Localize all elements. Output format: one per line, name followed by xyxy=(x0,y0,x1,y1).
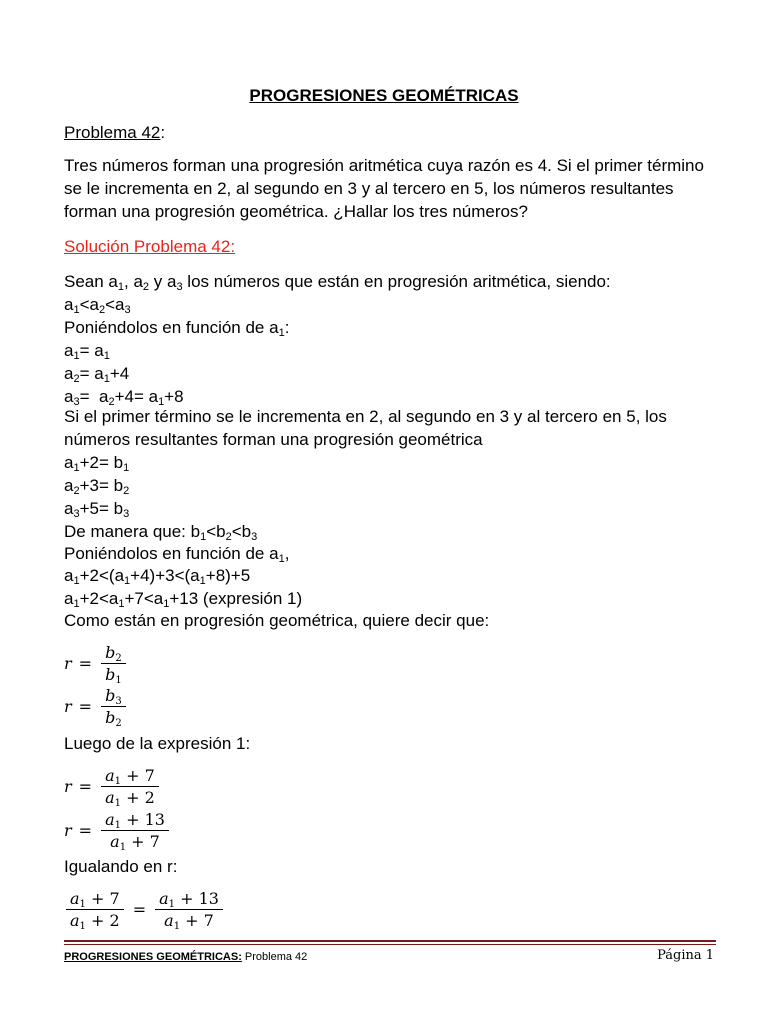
equals-sign: = xyxy=(78,777,93,796)
denominator: $a_1 + 7$ xyxy=(164,911,214,932)
denominator: $a_1 + 2$ xyxy=(70,911,120,932)
equation-r-b2-b1 xyxy=(64,642,128,685)
var-r: r xyxy=(64,697,72,716)
fraction xyxy=(101,642,126,685)
numerator: $a_1 + 7$ xyxy=(101,765,159,787)
numerator: $a_1 + 7$ xyxy=(66,888,124,910)
page-title: PROGRESIONES GEOMÉTRICAS xyxy=(249,86,519,105)
text-line: Poniéndolos en función de $a_1$, xyxy=(64,544,290,565)
fraction xyxy=(101,685,126,728)
denominator: $a_1 + 2$ xyxy=(105,788,155,809)
equals-sign: = xyxy=(132,900,147,919)
footer-title-bold: PROGRESIONES GEOMÉTRICAS: xyxy=(64,951,242,963)
text-line: De manera que: $b_1<b_2<b_3$ xyxy=(64,522,258,543)
var-r: r xyxy=(64,821,72,840)
text-line: Como están en progresión geométrica, quiere decir que: xyxy=(64,611,490,630)
text-line: Luego de la expresión 1: xyxy=(64,734,251,753)
text-line: $a_1+2= b_1$ xyxy=(64,453,130,474)
var-r: r xyxy=(64,654,72,673)
text-line: $a_2+3= b_2$ xyxy=(64,476,130,497)
fraction xyxy=(155,888,223,931)
problem-heading xyxy=(64,121,165,144)
footer-title xyxy=(64,951,307,963)
text-line: Sean $a_1$, $a_2$ y $a_3$ los números que están en progresión aritmética, siendo: xyxy=(64,272,611,293)
text-line: $a_2= a_1+4$ xyxy=(64,364,130,385)
equals-sign: = xyxy=(78,697,93,716)
equals-sign: = xyxy=(78,654,93,673)
denominator: $b_1$ xyxy=(105,665,122,686)
text-line: $a_3+5= b_3$ xyxy=(64,499,130,520)
equals-sign: = xyxy=(78,821,93,840)
text-line: $a_1= a_1$ xyxy=(64,341,110,362)
var-r: r xyxy=(64,777,72,796)
denominator: $a_1 + 7$ xyxy=(110,832,160,853)
page-number: Página 1 xyxy=(657,948,714,963)
solution-heading: Solución Problema 42: xyxy=(64,237,236,256)
denominator: $b_2$ xyxy=(105,708,122,729)
problem-statement: Tres números forman una progresión aritmética cuya razón es 4. Si el primer término se le incrementa en 2, al segundo en 3 y al tercero en 5, los números resultantes forman una progresión geométrica. ¿Hallar los tres números? xyxy=(64,156,704,221)
equation-r-expr-2 xyxy=(64,809,171,852)
text-line: Igualando en r: xyxy=(64,857,178,876)
text-line: Poniéndolos en función de $a_1$: xyxy=(64,318,290,339)
text-line: $a_3= a_2+4= a_1+8$ xyxy=(64,387,184,408)
footer-divider xyxy=(64,940,716,942)
text-paragraph: Si el primer término se le incrementa en 2, al segundo en 3 y al tercero en 5, los números resultantes forman una progresión geométrica xyxy=(64,407,667,449)
equation-equalize-r xyxy=(64,888,225,931)
text-line: $a_1+2<(a_1+4)+3<(a_1+8)+5$ xyxy=(64,566,251,587)
problem-label: Problema 42 xyxy=(64,123,161,142)
numerator: $a_1 + 13$ xyxy=(101,809,169,831)
text-line: $a_1+2<a_1+7<a_1+13$ (expresión 1) xyxy=(64,589,303,610)
equation-r-b3-b2 xyxy=(64,685,128,728)
numerator: $b_2$ xyxy=(101,642,126,664)
footer-title-rest: Problema 42 xyxy=(241,951,308,963)
text-line: $a_1<a_2<a_3$ xyxy=(64,295,131,316)
problem-colon: : xyxy=(160,123,166,142)
fraction xyxy=(101,765,159,808)
numerator: $b_3$ xyxy=(101,685,126,707)
fraction xyxy=(101,809,169,852)
equation-r-expr-1 xyxy=(64,765,161,808)
numerator: $a_1 + 13$ xyxy=(155,888,223,910)
fraction xyxy=(66,888,124,931)
footer-divider-thin xyxy=(64,944,716,945)
